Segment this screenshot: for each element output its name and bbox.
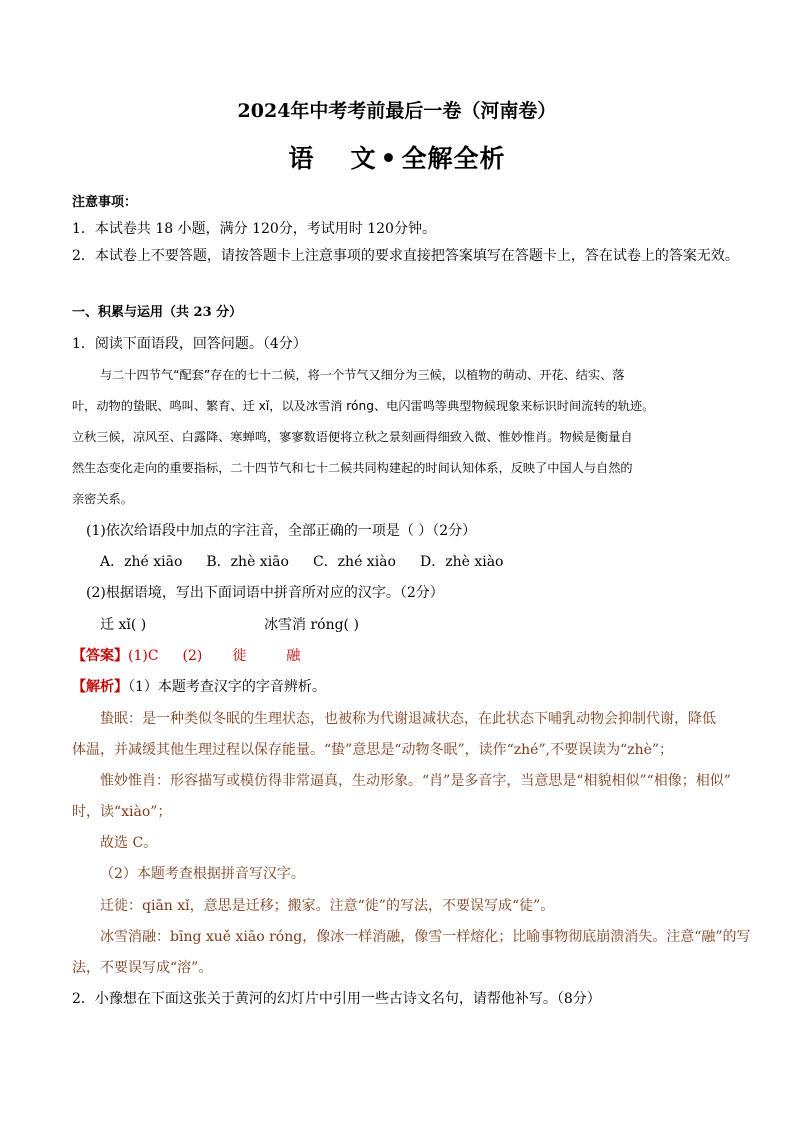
passage-line-4: 然生态变化走向的重要指标，二十四节气和七十二候共同构建起的时间认知体系，反映了中国人与自然的 xyxy=(72,461,633,475)
analysis-line-8: 冰雪消融：bīng xuě xiāo róng，像冰一样消融，像雪一样熔化；比喻事物彻底崩溃消失。注意“融”的写 xyxy=(100,929,751,945)
analysis-line-5: 故选 C。 xyxy=(100,835,158,851)
notice-heading: 注意事项： xyxy=(72,195,138,210)
analysis-line-7: 迁徙：qiān xǐ，意思是迁移；搬家。注意“徙”的写法，不要误写成“徒”。 xyxy=(100,898,555,914)
option-c: C．zhé xiào xyxy=(312,554,396,570)
question-2-prompt: 2．小豫想在下面这张关于黄河的幻灯片中引用一些古诗文名句，请帮他补写。（8分） xyxy=(72,991,601,1007)
subtitle-dot: • xyxy=(380,144,398,173)
subtitle-part-b: 文 xyxy=(350,144,377,173)
answer-row xyxy=(72,649,300,663)
analysis-head: （1）本题考查汉字的字音辨析。 xyxy=(128,679,326,695)
analysis-line-3: 惟妙惟肖：形容描写或模仿得非常逼真，生动形象。“肖”是多音字，当意思是“相貌相似”“相像；相似” xyxy=(100,773,731,789)
analysis-tag: 【解析】 xyxy=(72,679,128,695)
passage-line-3: 立秋三候，凉风至、白露降、寒蝉鸣，寥寥数语便将立秋之景刻画得细致入微、惟妙惟肖。物候是衡量自 xyxy=(72,430,633,444)
subtitle-part-c: 全解全析 xyxy=(401,144,506,173)
notice-item-2: 2．本试卷上不要答题，请按答题卡上注意事项的要求直接把答案填写在答题卡上，答在试卷上的答案无效。 xyxy=(72,248,739,264)
answer-part-3: 徙 xyxy=(232,648,247,664)
question-1-prompt: 1．阅读下面语段，回答问题。（4分） xyxy=(72,336,307,352)
analysis-line-2: 体温，并减缓其他生理过程以保存能量。“蛰”意思是“动物冬眠”，读作“zhé”,不要误读为“zhè”； xyxy=(72,742,674,758)
passage-line-2: 叶，动物的蛰眠、鸣叫、繁育、迁 xǐ，以及冰雪消 róng、电闪雷鸣等典型物候现象来标识时间流转的轨迹。 xyxy=(72,399,655,413)
answer-part-4: 融 xyxy=(286,648,301,664)
sub-question-2: (2)根据语境，写出下面词语中拼音所对应的汉字。（2分） xyxy=(86,585,444,601)
analysis-line-6: （2）本题考查根据拼音写汉字。 xyxy=(100,866,305,882)
sub-question-1: (1)依次给语段中加点的字注音，全部正确的一项是（ ）（2分） xyxy=(86,523,477,539)
analysis-line-1: 蛰眠：是一种类似冬眠的生理状态，也被称为代谢退减状态，在此状态下哺乳动物会抑制代谢，降低 xyxy=(100,711,716,727)
options-row xyxy=(100,555,503,569)
answer-tag: 【答案】 xyxy=(72,648,128,664)
analysis-line-9: 法，不要误写成“溶”。 xyxy=(72,960,213,976)
answer-part-1: (1)C xyxy=(128,648,159,664)
option-d: D．zhè xiào xyxy=(419,554,504,570)
page-subtitle xyxy=(0,146,794,171)
page-title: 2024年中考考前最后一卷（河南卷） xyxy=(237,100,557,122)
subtitle-part-a: 语 xyxy=(288,144,315,173)
analysis-row xyxy=(72,680,326,694)
blank-1: 迁 xǐ( ) xyxy=(100,617,147,633)
section-heading: 一、积累与运用（共 23 分） xyxy=(72,305,243,320)
analysis-line-4: 时，读“xiào”； xyxy=(72,804,172,820)
passage-line-1: 与二十四节气“配套”存在的七十二候，将一个节气又细分为三候，以植物的萌动、开花、结实、落 xyxy=(100,368,625,382)
blank-2: 冰雪消 róng( ) xyxy=(264,617,359,633)
passage-line-5: 亲密关系。 xyxy=(72,492,133,506)
option-b: B．zhè xiāo xyxy=(206,554,289,570)
option-a: A．zhé xiāo xyxy=(100,554,183,570)
answer-part-2: (2) xyxy=(182,648,203,664)
notice-item-1: 1．本试卷共 18 小题，满分 120分，考试用时 120分钟。 xyxy=(72,221,436,237)
